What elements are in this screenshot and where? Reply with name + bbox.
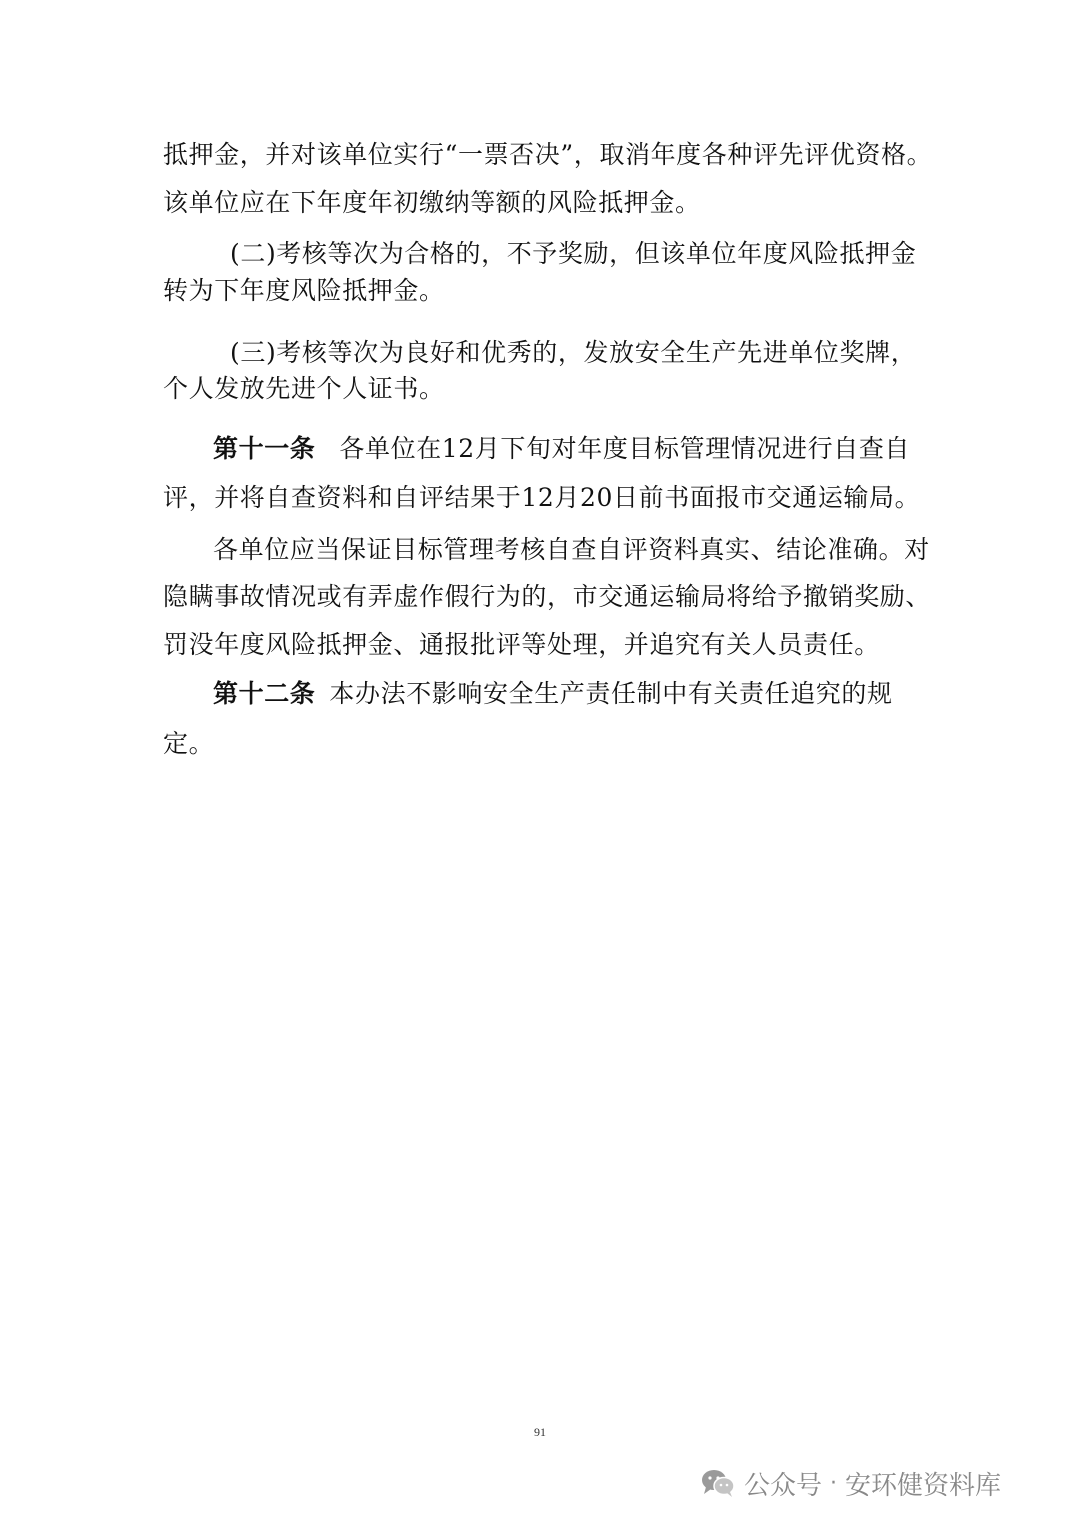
paragraph-line: 评，并将自查资料和自评结果于12月20日前书面报市交通运输局。 [163,483,921,512]
page-number: 91 [534,1425,546,1439]
watermark [700,1463,1001,1503]
article-text: 本办法不影响安全生产责任制中有关责任追究的规 [329,679,893,708]
paragraph-line: 个人发放先进个人证书。 [163,374,445,403]
paragraph-line: (三)考核等次为良好和优秀的，发放安全生产先进单位奖牌， [230,338,917,367]
paragraph-line: 转为下年度风险抵押金。 [163,276,445,305]
watermark-label: 公众号 [744,1470,823,1501]
article-12-line [213,677,893,711]
article-heading: 第十一条 [213,434,316,463]
paragraph-line: (二)考核等次为合格的，不予奖励，但该单位年度风险抵押金 [230,239,917,268]
article-text: 各单位在12月下旬对年度目标管理情况进行自查自 [339,434,911,463]
paragraph-line: 隐瞒事故情况或有弄虚作假行为的，市交通运输局将给予撤销奖励、 [163,582,932,611]
paragraph-line: 抵押金，并对该单位实行“一票否决”，取消年度各种评先评优资格。 [163,140,933,169]
article-11-line [213,432,910,466]
watermark-account: 安环健资料库 [845,1470,1002,1501]
watermark-separator: · [830,1470,838,1496]
paragraph-line: 各单位应当保证目标管理考核自查自评资料真实、结论准确。对 [213,535,930,564]
wechat-icon [700,1467,736,1499]
article-heading: 第十二条 [213,679,316,708]
paragraph-line: 定。 [163,729,215,758]
paragraph-line: 该单位应在下年度年初缴纳等额的风险抵押金。 [163,188,701,217]
paragraph-line: 罚没年度风险抵押金、通报批评等处理，并追究有关人员责任。 [163,630,880,659]
